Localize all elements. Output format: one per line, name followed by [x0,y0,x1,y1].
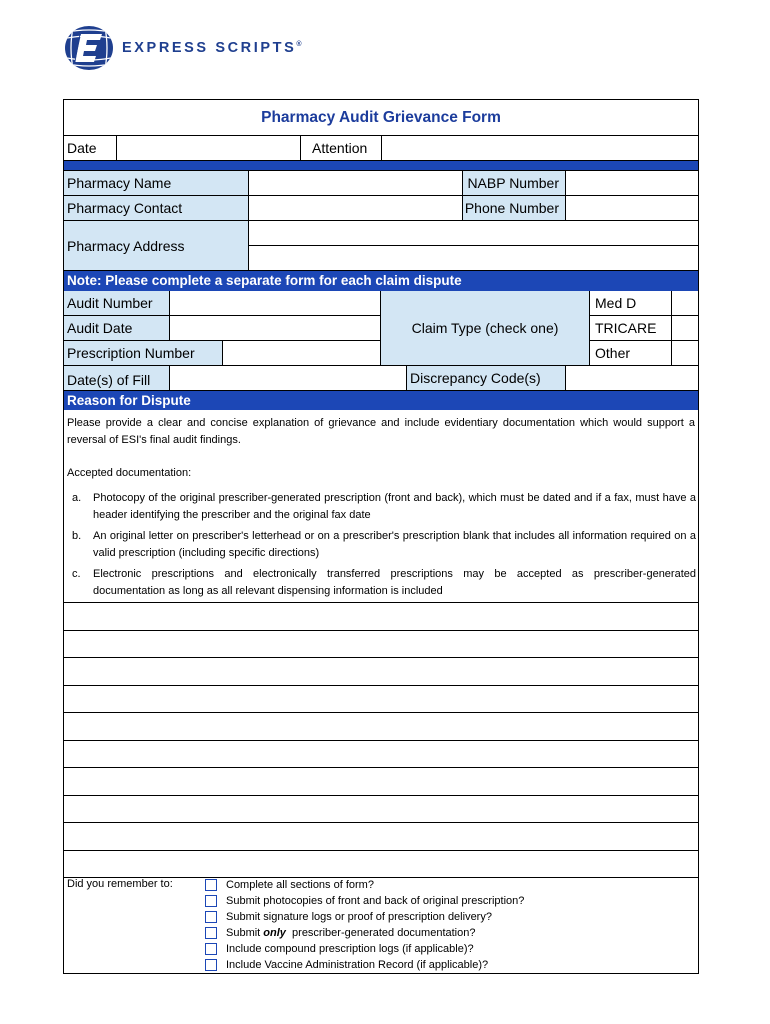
checklist-text-part: Submit [226,927,264,939]
attention-label: Attention [301,136,382,161]
pharmacy-contact-field[interactable] [249,196,463,221]
prescription-number-field[interactable] [223,341,381,366]
pharmacy-name-label: Pharmacy Name [64,171,249,196]
documentation-item-c [72,566,696,600]
nabp-number-label: NABP Number [463,171,566,196]
checklist-item[interactable] [205,941,524,957]
section-divider-band [64,161,698,171]
dispute-line-2[interactable] [64,630,698,657]
checklist-item[interactable] [205,877,524,893]
form-title: Pharmacy Audit Grievance Form [64,100,698,136]
dispute-line-10[interactable] [64,850,698,877]
claim-type-med-d-label: Med D [590,291,672,316]
pharmacy-address-line-2[interactable] [249,246,698,271]
item-text: Electronic prescriptions and electronically transferred prescriptions may be accepted as prescriber-generated documentation as long as all relevant dispensing information is included [93,568,696,597]
checklist-item-text: Include Vaccine Administration Record (if applicable)? [226,959,489,971]
checklist-text-part: prescriber-generated documentation? [285,927,476,939]
brand-name: EXPRESS SCRIPTS [122,40,297,56]
checklist-item[interactable] [205,957,524,973]
dispute-line-8[interactable] [64,795,698,822]
documentation-item-b [72,528,696,562]
item-marker: a. [72,492,82,504]
checklist [205,877,524,973]
emphasis-only: only [263,927,286,939]
phone-number-label: Phone Number [463,196,566,221]
claim-type-other-check[interactable] [672,341,698,366]
attention-field[interactable] [382,136,698,161]
audit-date-field[interactable] [170,316,381,341]
claim-type-tricare-label: TRICARE [590,316,672,341]
pharmacy-address-line-1[interactable] [249,221,698,246]
dispute-line-6[interactable] [64,740,698,767]
dates-of-fill-field[interactable] [170,366,407,391]
checklist-item[interactable] [205,909,524,925]
dispute-line-5[interactable] [64,712,698,740]
nabp-number-field[interactable] [566,171,698,196]
checkbox-icon[interactable] [205,879,217,891]
audit-number-field[interactable] [170,291,381,316]
item-marker: c. [72,568,81,580]
express-scripts-e-logo-icon [64,25,114,71]
checkbox-icon[interactable] [205,927,217,939]
pharmacy-contact-label: Pharmacy Contact [64,196,249,221]
brand-wordmark [122,40,302,56]
checklist-item-text: Submit signature logs or proof of prescription delivery? [226,911,492,923]
separate-form-note: Note: Please complete a separate form for each claim dispute [64,271,698,291]
checklist-item-text: Complete all sections of form? [226,879,374,891]
checklist-item-text [226,927,475,939]
item-text: Photocopy of the original prescriber-generated prescription (front and back), which must be dated and if a fax, must have a header identifying the prescriber and the original fax date [93,492,696,521]
reason-for-dispute-header: Reason for Dispute [64,391,698,410]
dispute-line-9[interactable] [64,822,698,850]
checklist-item[interactable] [205,893,524,909]
audit-date-label: Audit Date [64,316,170,341]
registered-mark: ® [296,41,302,48]
prescription-number-label: Prescription Number [64,341,223,366]
checklist-item-text: Submit photocopies of front and back of original prescription? [226,895,525,907]
dispute-line-4[interactable] [64,685,698,712]
dispute-line-7[interactable] [64,767,698,795]
discrepancy-codes-field[interactable] [566,366,698,391]
item-text: An original letter on prescriber's letterhead or on a prescriber's prescription blank that includes all information required on a valid prescription (including specific directions) [93,530,696,559]
checklist-item-text: Include compound prescription logs (if applicable)? [226,943,474,955]
grievance-form [63,99,699,974]
documentation-item-a [72,490,696,524]
phone-number-field[interactable] [566,196,698,221]
discrepancy-codes-label: Discrepancy Code(s) [407,366,566,391]
pharmacy-name-field[interactable] [249,171,463,196]
dispute-line-3[interactable] [64,657,698,685]
pharmacy-address-label: Pharmacy Address [64,221,249,271]
checkbox-icon[interactable] [205,895,217,907]
item-marker: b. [72,530,82,542]
date-label: Date [64,136,117,161]
checklist-label: Did you remember to: [67,878,173,890]
claim-type-med-d-check[interactable] [672,291,698,316]
checkbox-icon[interactable] [205,911,217,923]
claim-type-other-label: Other [590,341,672,366]
dates-of-fill-label: Date(s) of Fill [64,366,170,391]
claim-type-label: Claim Type (check one) [381,291,590,366]
claim-type-tricare-check[interactable] [672,316,698,341]
checkbox-icon[interactable] [205,943,217,955]
accepted-documentation-heading: Accepted documentation: [67,467,192,479]
instructions-intro: Please provide a clear and concise explanation of grievance and include evidentiary documentation which would support a reversal of ESI's final audit findings. [67,417,695,446]
checkbox-icon[interactable] [205,959,217,971]
checklist-item[interactable] [205,925,524,941]
express-scripts-logo [64,25,302,71]
date-field[interactable] [117,136,301,161]
audit-number-label: Audit Number [64,291,170,316]
dispute-line-1[interactable] [64,602,698,630]
